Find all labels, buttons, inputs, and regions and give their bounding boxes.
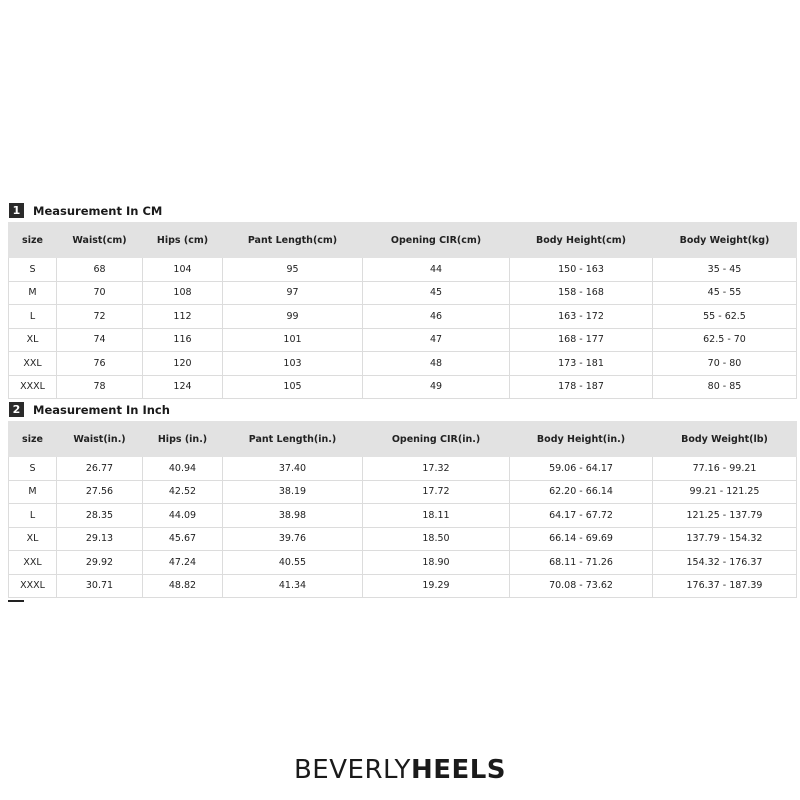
table-cell: 176.37 - 187.39: [653, 574, 797, 598]
table-cell: M: [9, 281, 57, 305]
table-cell: 163 - 172: [510, 305, 653, 329]
size-table-inch: [8, 421, 797, 598]
table-row: [9, 551, 797, 575]
section-header: [8, 201, 796, 220]
table-cell: 178 - 187: [510, 375, 653, 399]
column-header: Body Height(in.): [510, 422, 653, 457]
table-cell: 19.29: [363, 574, 510, 598]
column-header: Pant Length(in.): [223, 422, 363, 457]
table-cell: XL: [9, 527, 57, 551]
table-cell: 72: [57, 305, 143, 329]
table-cell: 68.11 - 71.26: [510, 551, 653, 575]
table-cell: 108: [143, 281, 223, 305]
table-cell: 27.56: [57, 480, 143, 504]
table-cell: 77.16 - 99.21: [653, 457, 797, 481]
table-cell: 99: [223, 305, 363, 329]
table-cell: 45 - 55: [653, 281, 797, 305]
size-table-cm: [8, 222, 797, 399]
table-cell: 168 - 177: [510, 328, 653, 352]
table-cell: 29.13: [57, 527, 143, 551]
table-cell: S: [9, 457, 57, 481]
table-row: [9, 504, 797, 528]
table-cell: 121.25 - 137.79: [653, 504, 797, 528]
table-cell: 44: [363, 258, 510, 282]
table-cell: 97: [223, 281, 363, 305]
section-measurement-inch: [8, 400, 796, 598]
table-cell: 38.98: [223, 504, 363, 528]
divider-mark: [8, 600, 24, 602]
table-cell: 18.90: [363, 551, 510, 575]
table-header-row: [9, 223, 797, 258]
table-cell: 38.19: [223, 480, 363, 504]
column-header: Opening CIR(in.): [363, 422, 510, 457]
table-cell: L: [9, 305, 57, 329]
table-cell: 40.94: [143, 457, 223, 481]
table-cell: 18.11: [363, 504, 510, 528]
table-cell: 47.24: [143, 551, 223, 575]
brand-logo-bold: HEELS: [410, 755, 507, 785]
table-row: [9, 574, 797, 598]
table-row: [9, 480, 797, 504]
table-cell: XXL: [9, 551, 57, 575]
table-cell: 26.77: [57, 457, 143, 481]
section-number: 2: [9, 402, 24, 417]
table-row: [9, 258, 797, 282]
table-cell: 70: [57, 281, 143, 305]
table-row: [9, 457, 797, 481]
column-header: Body Weight(kg): [653, 223, 797, 258]
table-cell: 62.5 - 70: [653, 328, 797, 352]
column-header: Pant Length(cm): [223, 223, 363, 258]
table-cell: 105: [223, 375, 363, 399]
table-cell: S: [9, 258, 57, 282]
table-cell: 104: [143, 258, 223, 282]
table-cell: 40.55: [223, 551, 363, 575]
table-cell: 173 - 181: [510, 352, 653, 376]
column-header: Opening CIR(cm): [363, 223, 510, 258]
table-cell: 120: [143, 352, 223, 376]
table-cell: 45.67: [143, 527, 223, 551]
table-cell: M: [9, 480, 57, 504]
column-header: Waist(cm): [57, 223, 143, 258]
table-cell: 28.35: [57, 504, 143, 528]
table-cell: 158 - 168: [510, 281, 653, 305]
table-cell: 124: [143, 375, 223, 399]
column-header: size: [9, 223, 57, 258]
table-row: [9, 527, 797, 551]
table-cell: 18.50: [363, 527, 510, 551]
section-measurement-cm: [8, 201, 796, 399]
table-cell: 42.52: [143, 480, 223, 504]
column-header: Waist(in.): [57, 422, 143, 457]
table-cell: 70 - 80: [653, 352, 797, 376]
table-cell: 37.40: [223, 457, 363, 481]
table-cell: 44.09: [143, 504, 223, 528]
table-row: [9, 328, 797, 352]
table-cell: 48: [363, 352, 510, 376]
table-cell: 59.06 - 64.17: [510, 457, 653, 481]
table-cell: 64.17 - 67.72: [510, 504, 653, 528]
section-header: [8, 400, 796, 419]
brand-logo: [0, 755, 800, 785]
table-cell: 112: [143, 305, 223, 329]
table-cell: 80 - 85: [653, 375, 797, 399]
table-cell: 116: [143, 328, 223, 352]
table-cell: XL: [9, 328, 57, 352]
table-cell: 150 - 163: [510, 258, 653, 282]
table-cell: XXXL: [9, 375, 57, 399]
table-cell: 41.34: [223, 574, 363, 598]
column-header: Body Weight(lb): [653, 422, 797, 457]
table-row: [9, 281, 797, 305]
table-cell: XXL: [9, 352, 57, 376]
table-cell: 103: [223, 352, 363, 376]
table-cell: 46: [363, 305, 510, 329]
table-cell: XXXL: [9, 574, 57, 598]
table-cell: 66.14 - 69.69: [510, 527, 653, 551]
column-header: size: [9, 422, 57, 457]
table-cell: 35 - 45: [653, 258, 797, 282]
table-cell: 48.82: [143, 574, 223, 598]
table-cell: 137.79 - 154.32: [653, 527, 797, 551]
table-cell: 74: [57, 328, 143, 352]
table-row: [9, 305, 797, 329]
table-cell: 154.32 - 176.37: [653, 551, 797, 575]
table-cell: 70.08 - 73.62: [510, 574, 653, 598]
table-row: [9, 375, 797, 399]
table-cell: L: [9, 504, 57, 528]
table-cell: 30.71: [57, 574, 143, 598]
column-header: Body Height(cm): [510, 223, 653, 258]
table-cell: 55 - 62.5: [653, 305, 797, 329]
section-title: Measurement In Inch: [33, 402, 170, 417]
table-cell: 49: [363, 375, 510, 399]
table-row: [9, 352, 797, 376]
table-cell: 95: [223, 258, 363, 282]
column-header: Hips (cm): [143, 223, 223, 258]
column-header: Hips (in.): [143, 422, 223, 457]
table-cell: 62.20 - 66.14: [510, 480, 653, 504]
table-cell: 76: [57, 352, 143, 376]
table-cell: 39.76: [223, 527, 363, 551]
table-header-row: [9, 422, 797, 457]
table-cell: 68: [57, 258, 143, 282]
table-cell: 78: [57, 375, 143, 399]
table-cell: 17.32: [363, 457, 510, 481]
table-cell: 99.21 - 121.25: [653, 480, 797, 504]
table-cell: 101: [223, 328, 363, 352]
section-title: Measurement In CM: [33, 203, 163, 218]
table-cell: 17.72: [363, 480, 510, 504]
brand-logo-light: BEVERLY: [293, 755, 411, 785]
table-cell: 29.92: [57, 551, 143, 575]
section-number: 1: [9, 203, 24, 218]
table-cell: 45: [363, 281, 510, 305]
table-cell: 47: [363, 328, 510, 352]
